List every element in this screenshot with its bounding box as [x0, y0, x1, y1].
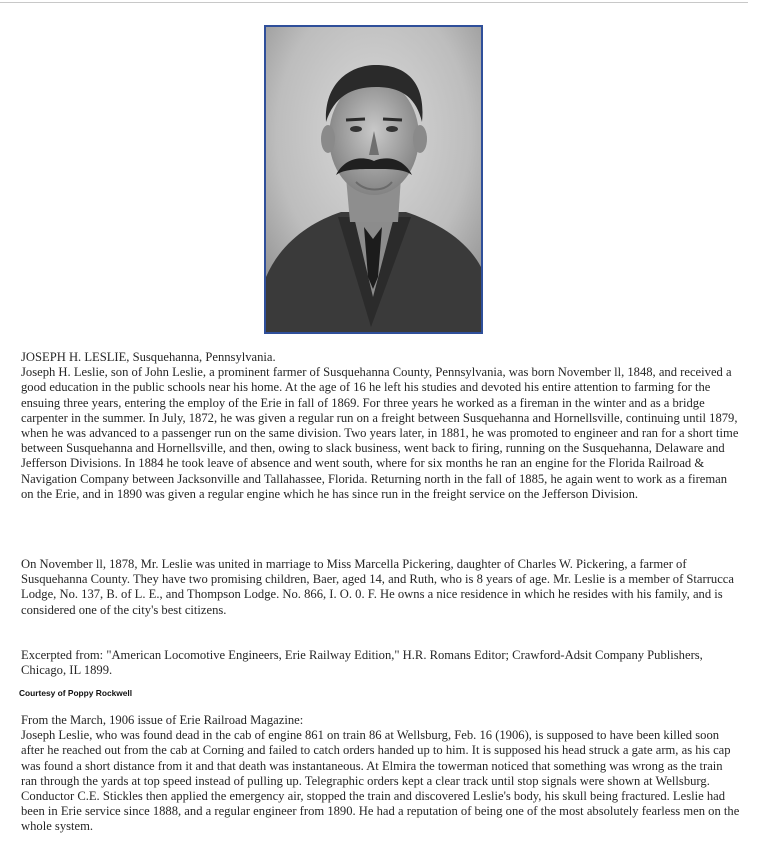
biography-section: [21, 350, 741, 502]
courtesy-credit: Courtesy of Poppy Rockwell: [19, 688, 133, 698]
citation-text: Excerpted from: "American Locomotive Engineers, Erie Railway Edition," H.R. Romans Editor; Crawford-Adsit Company Publishers, Chicago, IL 1899.: [21, 648, 703, 678]
top-divider: [0, 2, 748, 3]
magazine-heading: From the March, 1906 issue of Erie Railroad Magazine:: [21, 713, 304, 727]
source-citation: [21, 648, 741, 678]
marriage-paragraph: On November ll, 1878, Mr. Leslie was united in marriage to Miss Marcella Pickering, daughter of Charles W. Pickering, a farmer of Susquehanna County. They have two promising children, Baer, aged 14, and Ruth, who is 8 years of age. Mr. Leslie is a member of Starrucca Lodge, No. 137, B. of L. E., and Thompson Lodge. No. 866, I. O. 0. F. He owns a nice residence in which he resides with his family, and is considered one of the city's best citizens.: [21, 557, 734, 617]
portrait-image: [266, 27, 481, 332]
portrait-photo: [264, 25, 483, 334]
magazine-paragraph: Joseph Leslie, who was found dead in the cab of engine 861 on train 86 at Wellsburg, Feb. 16 (1906), is supposed to have been killed soon after he reached out from the cab at Corning and failed to catch orders handed up to him. It is supposed his head struck a gate arm, as his cap was found a short distance from it and that death was instantaneous. At Elmira the towerman noticed that something was wrong as the train ran through the yards at top speed instead of pulling up. Telegraphic orders kept a clear track until stop signals were shown at Wellsburg. Conductor C.E. Stickles then applied the emergency air, stopped the train and discovered Leslie's body, his skull being fractured. Leslie had been in Erie service since 1888, and a regular engineer from 1890. He had a reputation of being one of the most absolutely fearless men on the whole system.: [21, 728, 740, 834]
biography-heading: JOSEPH H. LESLIE, Susquehanna, Pennsylvania.: [21, 350, 276, 364]
magazine-section: [21, 713, 741, 835]
marriage-section: [21, 557, 741, 618]
biography-paragraph: Joseph H. Leslie, son of John Leslie, a prominent farmer of Susquehanna County, Pennsylvania, was born November ll, 1848, and received a good education in the public schools near his home. At the age of 16 he left his studies and devoted his entire attention to farming for the ensuing three years, entering the employ of the Erie in fall of 1869. For three years he worked as a fireman in the winter and as a bridge carpenter in the summer. In July, 1872, he was given a regular run on a freight between Susquehanna and Hornellsville, continuing until 1879, when he was advanced to a passenger run on the same division. Two years later, in 1881, he was promoted to engineer and ran for a short time between Susquehanna and Hornellsville, and then, owing to slack business, went back to firing, running on the Susquehanna, Delaware and Jefferson Divisions. In 1884 he took leave of absence and went south, where for six months he ran an engine for the Florida Railroad & Navigation Company between Jacksonville and Tallahassee, Florida. Returning north in the fall of 1885, he again went to work as a fireman on the Erie, and in 1890 was given a regular engine which he has since run in the freight service on the Jefferson Division.: [21, 365, 739, 501]
